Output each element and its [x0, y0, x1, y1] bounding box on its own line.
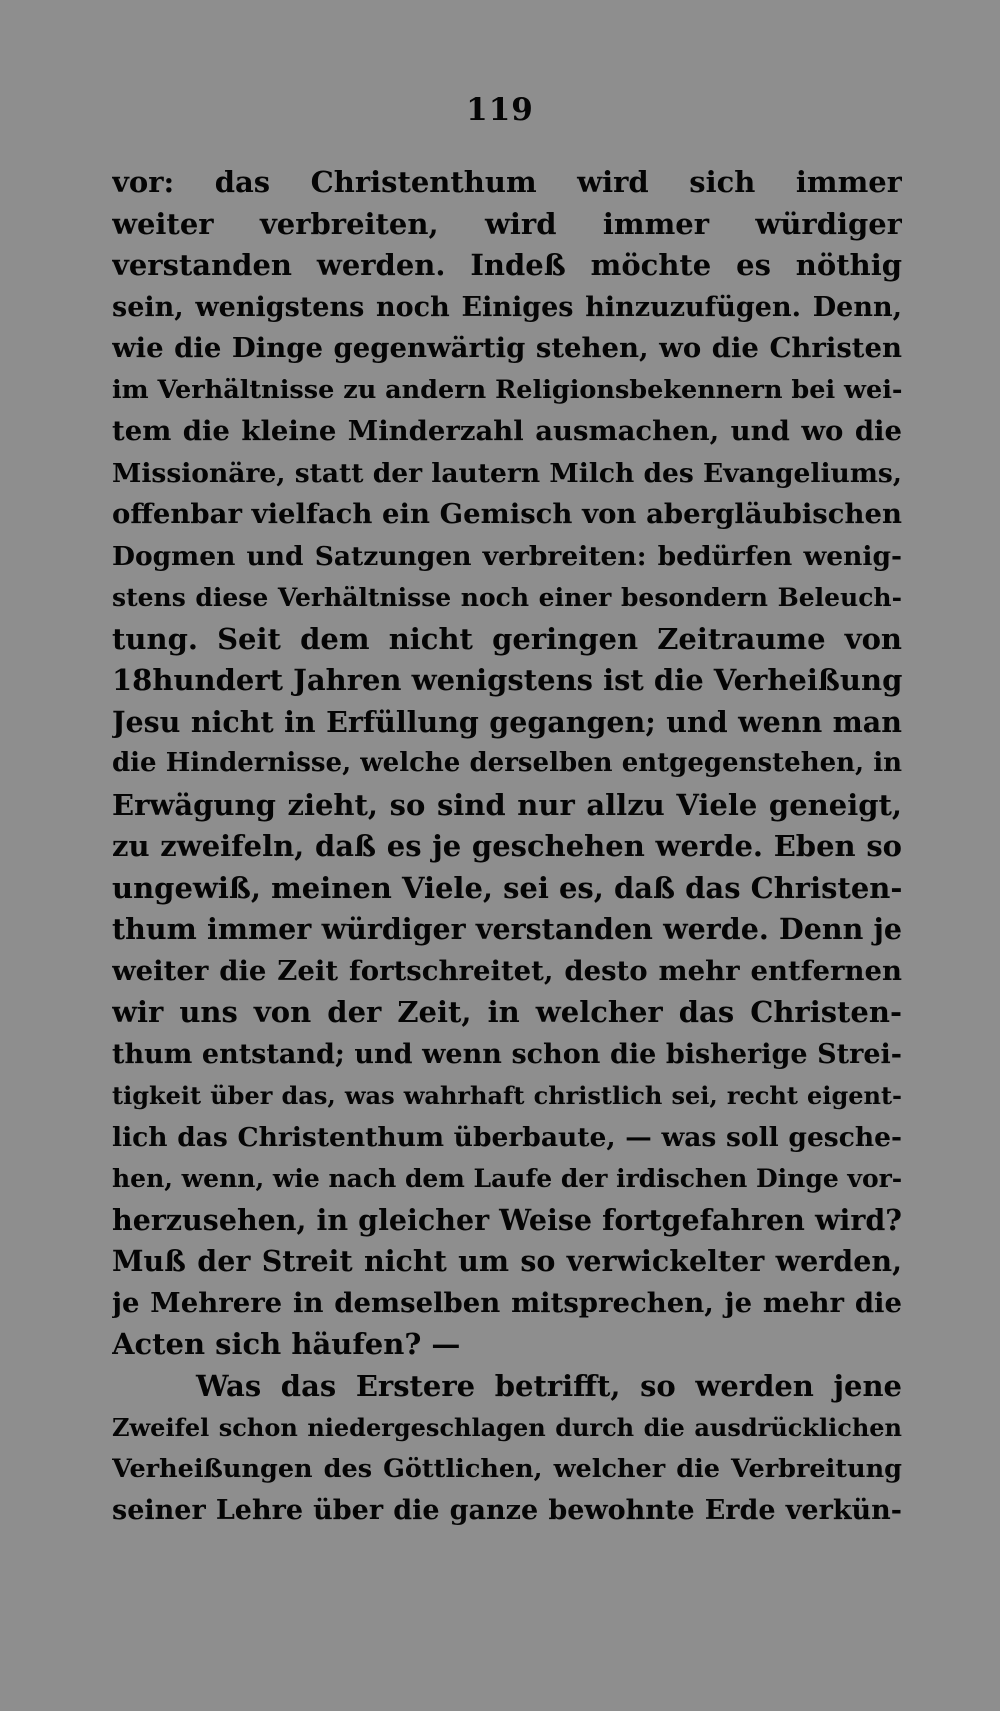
body-text [112, 162, 902, 1532]
text-line: ungewiß, meinen Viele, sei es, daß das Christen- [112, 870, 902, 905]
text-line: tung. Seit dem nicht geringen Zeitraume von [112, 621, 902, 656]
text-line: Missionäre, statt der lautern Milch des Evangeliums, [112, 457, 902, 489]
text-line: lich das Christenthum überbaute, — was soll gesche- [112, 1121, 902, 1153]
text-line: tem die kleine Minderzahl ausmachen, und wo die [112, 415, 902, 447]
text-line: wie die Dinge gegenwärtig stehen, wo die Christen [112, 332, 902, 364]
text-line: Verheißungen des Göttlichen, welcher die Verbreitung [112, 1453, 902, 1484]
text-line: die Hindernisse, welche derselben entgegenstehen, in [112, 748, 902, 778]
text-line: tigkeit über das, was wahrhaft christlich sei, recht eigent- [112, 1081, 902, 1110]
text-line: weiter verbreiten, wird immer würdiger [112, 206, 902, 241]
text-line: Dogmen und Satzungen verbreiten: bedürfen wenig- [112, 540, 902, 572]
text-line: thum immer würdiger verstanden werde. Denn je [112, 912, 902, 946]
text-line: je Mehrere in demselben mitsprechen, je mehr die [112, 1286, 902, 1319]
text-line: im Verhältnisse zu andern Religionsbekennern bei wei- [112, 374, 902, 405]
paragraph-start-line: Was das Erstere betrifft, so werden jene [196, 1368, 902, 1403]
text-line: 18hundert Jahren wenigstens ist die Verheißung [112, 663, 902, 697]
text-line: herzusehen, in gleicher Weise fortgefahren wird? [112, 1202, 902, 1237]
text-line: zu zweifeln, daß es je geschehen werde. Eben so [112, 829, 902, 863]
text-line: hen, wenn, wie nach dem Laufe der irdischen Dinge vor- [112, 1164, 902, 1193]
page-number: 119 [466, 92, 534, 128]
text-line: wir uns von der Zeit, in welcher das Christen- [112, 995, 902, 1029]
text-line: Muß der Streit nicht um so verwickelter werden, [112, 1244, 902, 1278]
text-line: Zweifel schon niedergeschlagen durch die ausdrücklichen [112, 1413, 902, 1442]
text-line: vor: das Christenthum wird sich immer [112, 165, 902, 199]
text-line: Erwägung zieht, so sind nur allzu Viele geneigt, [112, 787, 902, 822]
text-line: offenbar vielfach ein Gemisch von abergläubischen [112, 498, 902, 530]
text-line: verstanden werden. Indeß möchte es nöthig [112, 248, 902, 282]
text-line: Jesu nicht in Erfüllung gegangen; und wenn man [112, 704, 902, 739]
paragraph-end-line: Acten sich häufen? — [112, 1327, 461, 1361]
text-line: sein, wenigstens noch Einiges hinzuzufügen. Denn, [112, 291, 902, 323]
text-line: thum entstand; und wenn schon die bisherige Strei- [112, 1038, 902, 1070]
text-line: stens diese Verhältnisse noch einer besondern Beleuch- [112, 583, 902, 612]
text-line: weiter die Zeit fortschreitet, desto mehr entfernen [112, 954, 902, 987]
text-line: seiner Lehre über die ganze bewohnte Erde verkün- [112, 1495, 902, 1526]
